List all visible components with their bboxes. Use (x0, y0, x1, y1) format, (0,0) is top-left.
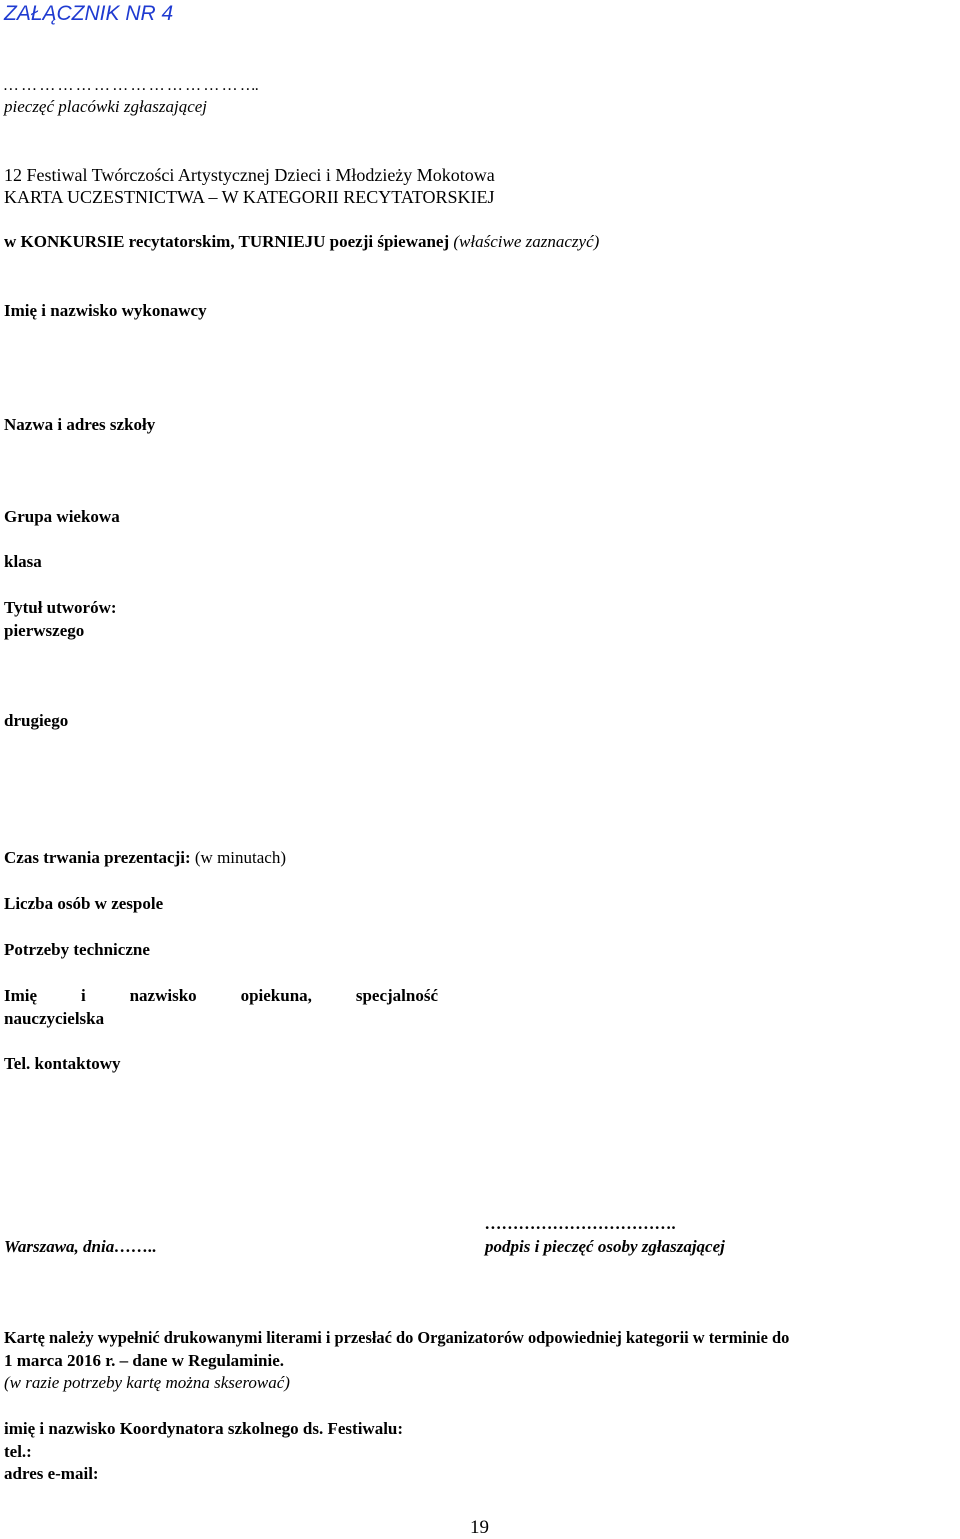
duration-unit: (w minutach) (194, 848, 286, 867)
instruction-line2: 1 marca 2016 r. – dane w Regulaminie. (4, 1351, 285, 1370)
guardian-label (4, 986, 438, 1006)
stamp-label: pieczęć placówki zgłaszającej (4, 97, 208, 116)
festival-name: 12 Festiwal Twórczości Artystycznej Dzieci i Młodzieży Mokotowa (4, 165, 495, 185)
guardian-word: specjalność (355, 986, 438, 1005)
category-note: (właściwe zaznaczyć) (453, 232, 600, 251)
category-main: w KONKURSIE recytatorskim, TURNIEJU poezji śpiewanej (4, 232, 450, 251)
team-size-label: Liczba osób w zespole (4, 894, 164, 913)
instruction-line1: Kartę należy wypełnić drukowanymi literami i przesłać do Organizatorów odpowiedniej kategorii w terminie do (4, 1328, 790, 1347)
titles-label: Tytuł utworów: (4, 598, 117, 617)
card-title: KARTA UCZESTNICTWA – W KATEGORII RECYTATORSKIEJ (4, 187, 495, 207)
age-group-label: Grupa wiekowa (4, 507, 120, 526)
second-title-label: drugiego (4, 711, 69, 730)
place-date: Warszawa, dnia…….. (4, 1237, 157, 1256)
duration-line (4, 848, 286, 868)
category-line (4, 232, 599, 252)
signature-label: podpis i pieczęć osoby zgłaszającej (485, 1237, 725, 1256)
guardian-word: opiekuna, (240, 986, 312, 1005)
stamp-dots: … … … … … … … … … … … … … …. (4, 77, 260, 94)
attachment-title: ZAŁĄCZNIK NR 4 (4, 2, 174, 25)
page-number: 19 (470, 1517, 489, 1538)
guardian-word: nazwisko (129, 986, 197, 1005)
duration-label: Czas trwania prezentacji: (4, 848, 191, 867)
coordinator-label: imię i nazwisko Koordynatora szkolnego ds. Festiwalu: (4, 1419, 404, 1438)
tech-needs-label: Potrzeby techniczne (4, 940, 150, 959)
performer-name-label: Imię i nazwisko wykonawcy (4, 301, 207, 320)
phone-label: Tel. kontaktowy (4, 1054, 121, 1073)
guardian-word: i (80, 986, 86, 1005)
signature-dots: ……………………………. (485, 1214, 677, 1233)
coordinator-tel-label: tel.: (4, 1442, 32, 1461)
guardian-word: Imię (4, 986, 38, 1005)
coordinator-email-label: adres e-mail: (4, 1464, 99, 1483)
first-title-label: pierwszego (4, 621, 85, 640)
class-label: klasa (4, 552, 42, 571)
copy-note: (w razie potrzeby kartę można skserować) (4, 1373, 290, 1392)
guardian-label-line2: nauczycielska (4, 1009, 105, 1028)
school-label: Nazwa i adres szkoły (4, 415, 156, 434)
